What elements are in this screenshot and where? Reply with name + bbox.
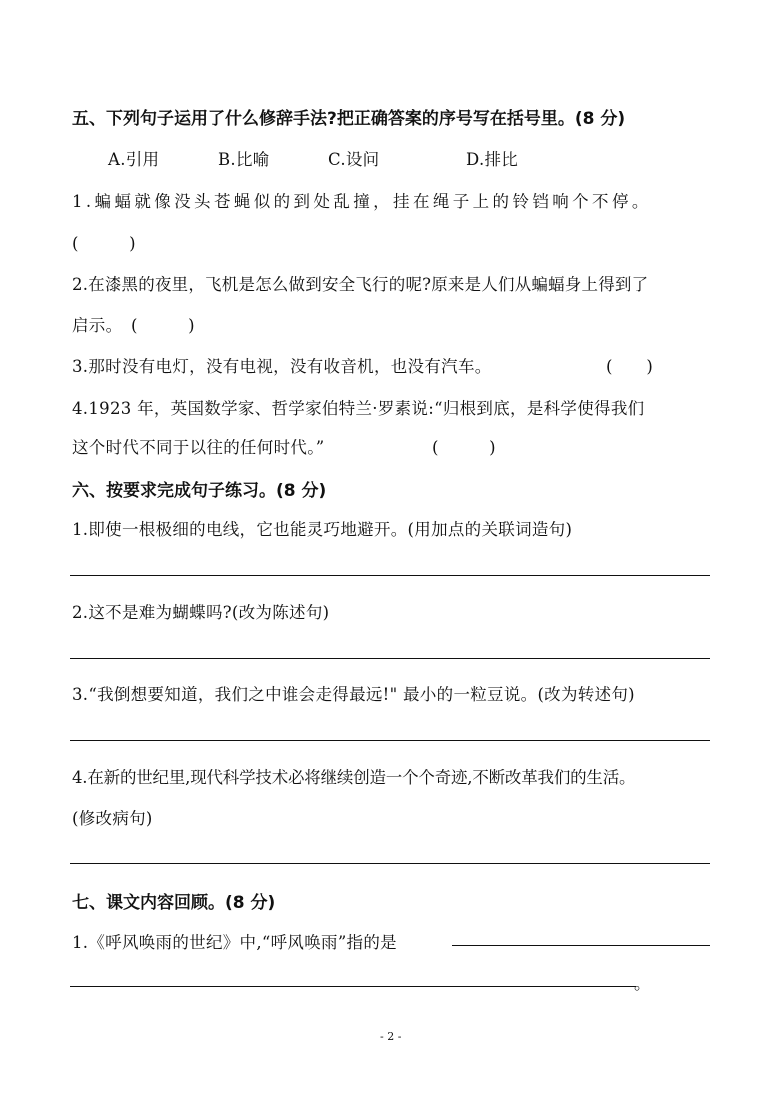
- answer-line-s6-q4[interactable]: [70, 863, 710, 864]
- s5-answer-blank-4[interactable]: ( ): [432, 438, 496, 457]
- s5-question-2: 2.在漆黑的夜里，飞机是怎么做到安全飞行的呢?原来是人们从蝙蝠身上得到了: [72, 275, 649, 294]
- answer-line-s6-q1[interactable]: [70, 575, 710, 576]
- s6-question-4-cont: (修改病句): [72, 809, 153, 828]
- s6-question-4: 4.在新的世纪里,现代科学技术必将继续创造一个个奇迹,不断改革我们的生活。: [72, 768, 636, 787]
- s5-answer-blank-3[interactable]: ( ): [606, 357, 654, 376]
- s6-question-2: 2.这不是难为蝴蝶吗?(改为陈述句): [72, 603, 330, 622]
- answer-line-s6-q3[interactable]: [70, 740, 710, 741]
- s5-answer-blank-1[interactable]: ( ): [72, 234, 136, 253]
- s5-question-4: 4.1923 年，英国数学家、哲学家伯特兰·罗素说:“归根到底，是科学使得我们: [72, 399, 645, 418]
- option-a: A.引用: [108, 150, 160, 169]
- answer-line-s7-q1-a[interactable]: [452, 945, 710, 946]
- option-c: C.设问: [328, 150, 380, 169]
- s5-question-4-cont: 这个时代不同于以往的任何时代。”: [72, 438, 325, 457]
- s6-question-1: 1.即使一根极细的电线，它也能灵巧地避开。(用加点的关联词造句): [72, 520, 573, 539]
- s6-question-3: 3.“我倒想要知道，我们之中谁会走得最远!" 最小的一粒豆说。(改为转述句): [72, 685, 635, 704]
- answer-line-s7-q1-b[interactable]: [70, 986, 636, 987]
- s7-question-1-end: 。: [634, 974, 651, 993]
- s5-question-1: 1.蝙蝠就像没头苍蝇似的到处乱撞，挂在绳子上的铃铛响个不停。: [72, 192, 652, 211]
- option-b: B.比喻: [218, 150, 270, 169]
- section5-heading: 五、下列句子运用了什么修辞手法?把正确答案的序号写在括号里。(8 分): [72, 109, 626, 129]
- s5-question-2-cont: 启示。 ( ): [72, 316, 195, 335]
- section7-heading: 七、课文内容回顾。(8 分): [72, 893, 276, 913]
- s5-question-3: 3.那时没有电灯，没有电视，没有收音机，也没有汽车。: [72, 357, 492, 376]
- section6-heading: 六、按要求完成句子练习。(8 分): [72, 481, 327, 501]
- answer-line-s6-q2[interactable]: [70, 658, 710, 659]
- s7-question-1: 1.《呼风唤雨的世纪》中,“呼风唤雨”指的是: [72, 933, 397, 952]
- page-number: - 2 -: [380, 1030, 402, 1043]
- option-d: D.排比: [466, 150, 519, 169]
